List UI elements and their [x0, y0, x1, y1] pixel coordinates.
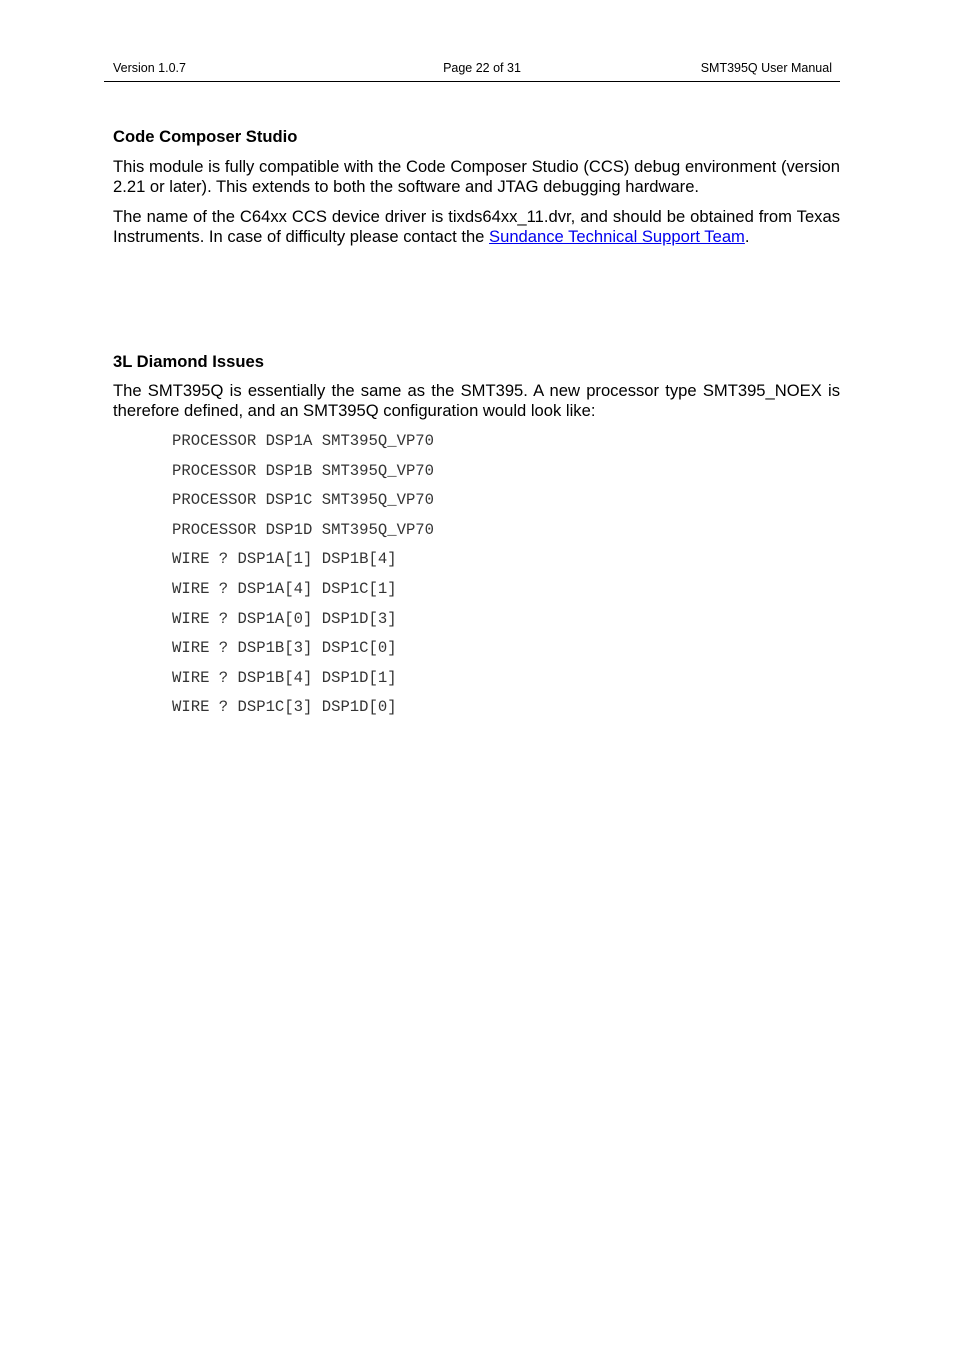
code-line: WIRE ? DSP1B[3] DSP1C[0]	[172, 639, 397, 658]
code-line: WIRE ? DSP1A[1] DSP1B[4]	[172, 550, 397, 569]
configuration-code-block	[172, 430, 434, 726]
support-team-link[interactable]: Sundance Technical Support Team	[489, 227, 745, 246]
paragraph-ccs-driver-text: The name of the C64xx CCS device driver is tixds64xx_11.dvr, and should be obtained from Texas Instruments. In case of difficulty please contact the	[113, 207, 840, 246]
code-line: PROCESSOR DSP1C SMT395Q_VP70	[172, 491, 435, 510]
code-line: WIRE ? DSP1B[4] DSP1D[1]	[172, 668, 397, 687]
header-page-number: Page 22 of 31	[443, 61, 521, 75]
code-line: WIRE ? DSP1C[3] DSP1D[0]	[172, 698, 397, 717]
section-heading-3l-diamond-issues: 3L Diamond Issues	[113, 352, 264, 371]
code-line: PROCESSOR DSP1B SMT395Q_VP70	[172, 461, 435, 480]
code-line: WIRE ? DSP1A[0] DSP1D[3]	[172, 609, 397, 628]
header-version: Version 1.0.7	[113, 61, 186, 75]
paragraph-ccs-driver-end: .	[744, 227, 750, 246]
paragraph-diamond-config: The SMT395Q is essentially the same as the SMT395. A new processor type SMT395_NOEX is therefore defined, and an SMT395Q configuration would look like:	[113, 381, 840, 420]
paragraph-ccs-compatibility: This module is fully compatible with the Code Composer Studio (CCS) debug environment (version 2.21 or later). This extends to both the software and JTAG debugging hardware.	[113, 157, 840, 196]
header-manual-title: SMT395Q User Manual	[700, 61, 832, 75]
section-heading-code-composer-studio: Code Composer Studio	[113, 127, 298, 146]
code-line: PROCESSOR DSP1D SMT395Q_VP70	[172, 520, 435, 539]
code-line: WIRE ? DSP1A[4] DSP1C[1]	[172, 579, 397, 598]
page-header	[104, 61, 840, 82]
paragraph-ccs-driver	[113, 207, 840, 247]
code-line: PROCESSOR DSP1A SMT395Q_VP70	[172, 432, 435, 450]
